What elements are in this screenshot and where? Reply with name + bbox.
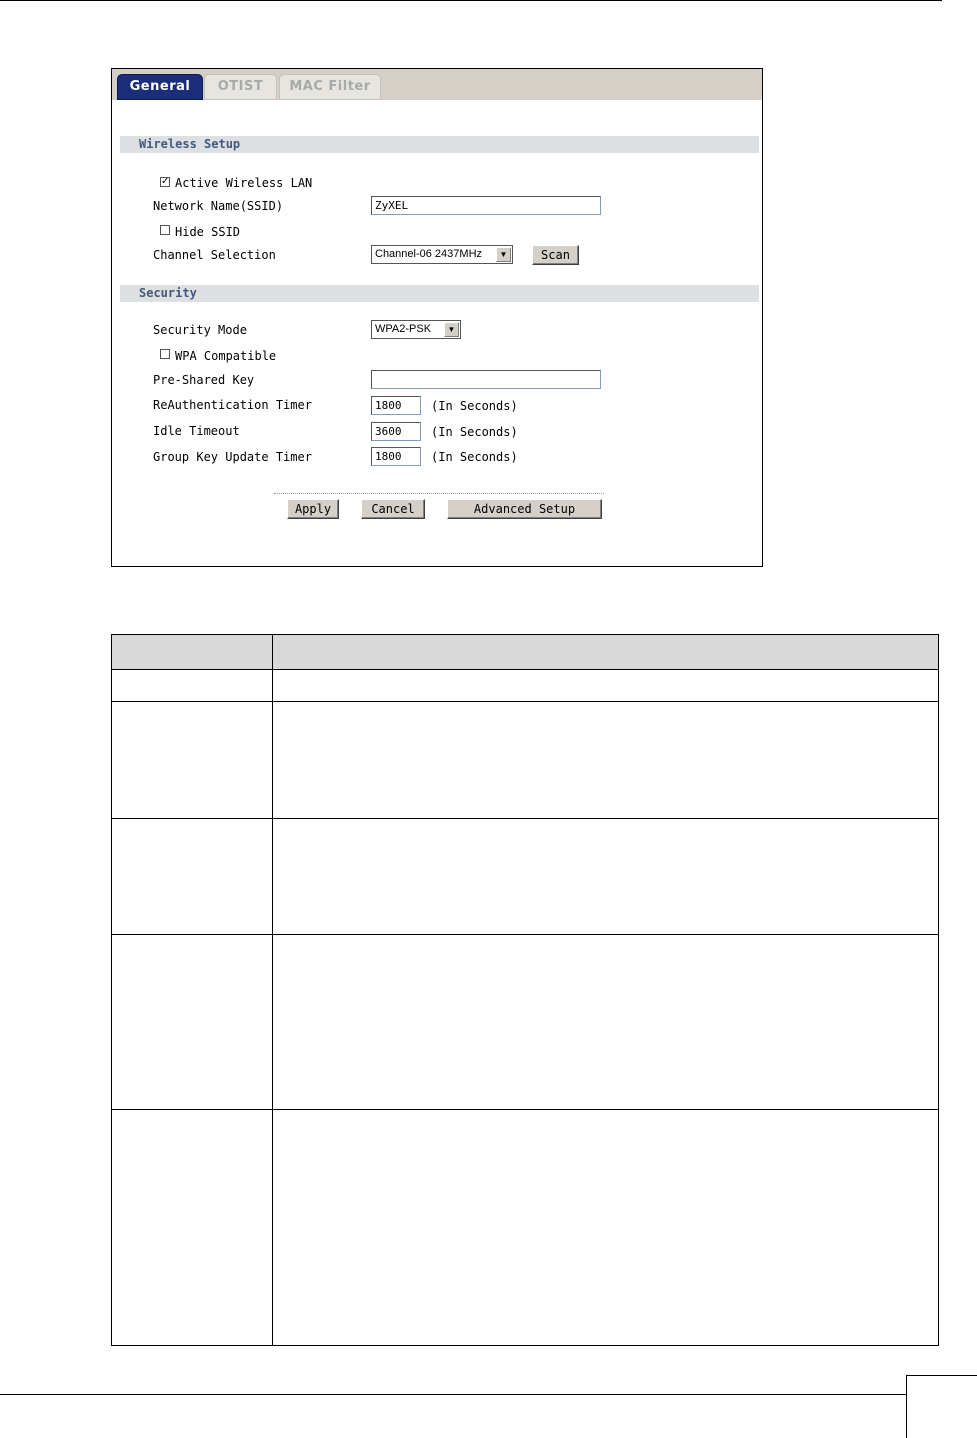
active-wireless-lan-label: Active Wireless LAN — [175, 176, 313, 190]
reauth-timer-unit: (In Seconds) — [431, 399, 518, 413]
idle-timeout-unit: (In Seconds) — [431, 425, 518, 439]
group-key-timer-unit: (In Seconds) — [431, 450, 518, 464]
panel-body — [112, 100, 762, 566]
security-mode-label: Security Mode — [153, 323, 247, 337]
table-cell — [273, 935, 939, 1110]
chevron-down-icon[interactable]: ▼ — [496, 247, 511, 262]
network-name-label: Network Name(SSID) — [153, 199, 284, 213]
scan-button[interactable]: Scan — [532, 245, 579, 265]
hide-ssid-label: Hide SSID — [175, 225, 241, 239]
table-header-row — [112, 635, 939, 670]
wpa-compatible-label: WPA Compatible — [175, 349, 277, 363]
pre-shared-key-label: Pre-Shared Key — [153, 373, 255, 387]
table-header-cell — [112, 635, 273, 670]
wpa-compatible-checkbox[interactable] — [160, 349, 170, 359]
apply-button[interactable]: Apply — [287, 499, 339, 519]
button-divider — [274, 493, 604, 494]
group-key-timer-input[interactable]: 1800 — [371, 447, 421, 466]
channel-select[interactable] — [371, 245, 513, 264]
security-mode-value: WPA2-PSK — [375, 323, 432, 335]
table-cell — [273, 819, 939, 935]
tab-bar — [112, 69, 762, 101]
top-rule — [0, 0, 942, 1]
table-cell — [112, 1110, 273, 1346]
table-row — [112, 819, 939, 935]
pre-shared-key-input[interactable] — [371, 370, 601, 389]
section-wireless-setup: Wireless Setup — [120, 136, 759, 153]
reauth-timer-input[interactable]: 1800 — [371, 396, 421, 415]
table-row — [112, 670, 939, 702]
hide-ssid-checkbox[interactable] — [160, 225, 170, 235]
table-cell — [273, 702, 939, 819]
section-security: Security — [120, 285, 759, 302]
idle-timeout-label: Idle Timeout — [153, 424, 240, 438]
footer-rule — [0, 1394, 907, 1395]
advanced-setup-button[interactable]: Advanced Setup — [447, 499, 602, 519]
tab-general[interactable]: General — [117, 74, 203, 100]
chevron-down-icon[interactable]: ▼ — [444, 322, 459, 337]
group-key-timer-label: Group Key Update Timer — [153, 450, 312, 464]
page-number-box — [906, 1375, 977, 1438]
check-mark-icon: ✓ — [161, 176, 170, 187]
field-description-table — [111, 634, 939, 1346]
table-cell — [112, 702, 273, 819]
table-row — [112, 935, 939, 1110]
active-wireless-lan-checkbox[interactable] — [160, 177, 170, 187]
idle-timeout-input[interactable]: 3600 — [371, 422, 421, 441]
table-row — [112, 1110, 939, 1346]
channel-select-value: Channel-06 2437MHz — [375, 248, 483, 260]
table-cell — [112, 670, 273, 702]
tab-otist[interactable]: OTIST — [204, 74, 277, 100]
table-cell — [112, 819, 273, 935]
table-cell — [112, 935, 273, 1110]
tab-mac-filter[interactable]: MAC Filter — [279, 74, 381, 100]
reauth-timer-label: ReAuthentication Timer — [153, 398, 312, 412]
table-cell — [273, 1110, 939, 1346]
network-name-input[interactable]: ZyXEL — [371, 196, 601, 215]
cancel-button[interactable]: Cancel — [361, 499, 425, 519]
table-cell — [273, 670, 939, 702]
wireless-general-screen — [111, 68, 763, 567]
table-row — [112, 702, 939, 819]
channel-selection-label: Channel Selection — [153, 248, 276, 262]
security-mode-select[interactable] — [371, 320, 461, 339]
table-header-cell — [273, 635, 939, 670]
